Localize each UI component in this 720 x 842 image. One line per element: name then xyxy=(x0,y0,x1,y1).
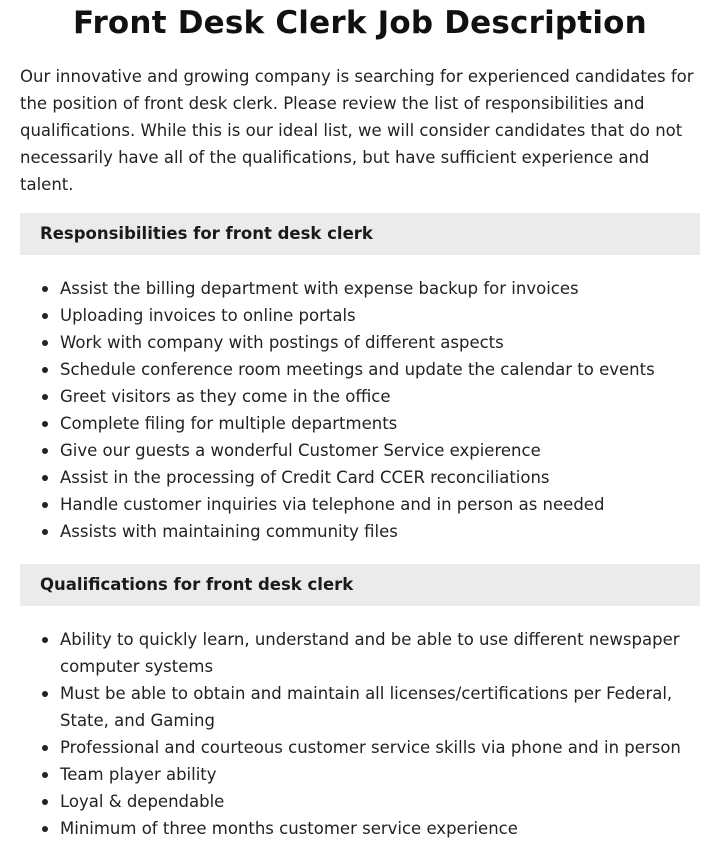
bullet-icon xyxy=(42,340,48,346)
bullet-icon xyxy=(42,529,48,535)
responsibilities-list xyxy=(20,255,700,545)
bullet-icon xyxy=(42,448,48,454)
list-item xyxy=(20,356,700,383)
list-item-text: Must be able to obtain and maintain all licenses/certifications per Federal, State, and Gaming xyxy=(60,684,673,730)
bullet-icon xyxy=(42,637,48,643)
bullet-icon xyxy=(42,421,48,427)
list-item-text: Schedule conference room meetings and update the calendar to events xyxy=(60,360,655,379)
qualifications-list xyxy=(20,606,700,842)
list-item-text: Handle customer inquiries via telephone and in person as needed xyxy=(60,495,605,514)
intro-paragraph: Our innovative and growing company is searching for experienced candidates for the position of front desk clerk. Please review the list of responsibilities and qualifications. While this is our ideal list, we will consider candidates that do not necessarily have all of the qualifications, but have sufficient experience and talent. xyxy=(20,67,694,194)
responsibilities-heading: Responsibilities for front desk clerk xyxy=(20,213,700,255)
bullet-icon xyxy=(42,475,48,481)
list-item-text: Assist in the processing of Credit Card CCER reconciliations xyxy=(60,468,550,487)
list-item-text: Complete filing for multiple departments xyxy=(60,414,398,433)
bullet-icon xyxy=(42,286,48,292)
list-item-text: Professional and courteous customer service skills via phone and in person xyxy=(60,738,681,757)
list-item-text: Assists with maintaining community files xyxy=(60,522,398,541)
list-item xyxy=(20,464,700,491)
bullet-icon xyxy=(42,799,48,805)
list-item xyxy=(20,815,700,842)
list-item xyxy=(20,761,700,788)
list-item xyxy=(20,788,700,815)
page-title: Front Desk Clerk Job Description xyxy=(73,5,647,41)
bullet-icon xyxy=(42,745,48,751)
list-item xyxy=(20,383,700,410)
bullet-icon xyxy=(42,772,48,778)
list-item-text: Assist the billing department with expense backup for invoices xyxy=(60,279,579,298)
bullet-icon xyxy=(42,691,48,697)
bullet-icon xyxy=(42,394,48,400)
bullet-icon xyxy=(42,826,48,832)
list-item-text: Loyal & dependable xyxy=(60,792,225,811)
bullet-icon xyxy=(42,313,48,319)
list-item xyxy=(20,410,700,437)
list-item-text: Minimum of three months customer service experience xyxy=(60,819,518,838)
list-item xyxy=(20,626,700,680)
bullet-icon xyxy=(42,367,48,373)
list-item xyxy=(20,275,700,302)
list-item xyxy=(20,302,700,329)
list-item-text: Team player ability xyxy=(60,765,217,784)
list-item-text: Greet visitors as they come in the office xyxy=(60,387,391,406)
qualifications-heading: Qualifications for front desk clerk xyxy=(20,564,700,606)
list-item xyxy=(20,329,700,356)
list-item xyxy=(20,734,700,761)
list-item-text: Uploading invoices to online portals xyxy=(60,306,356,325)
list-item-text: Ability to quickly learn, understand and be able to use different newspaper computer systems xyxy=(60,630,680,676)
list-item-text: Work with company with postings of different aspects xyxy=(60,333,504,352)
list-item xyxy=(20,518,700,545)
list-item xyxy=(20,437,700,464)
list-item-text: Give our guests a wonderful Customer Service expierence xyxy=(60,441,541,460)
list-item xyxy=(20,491,700,518)
bullet-icon xyxy=(42,502,48,508)
list-item xyxy=(20,680,700,734)
